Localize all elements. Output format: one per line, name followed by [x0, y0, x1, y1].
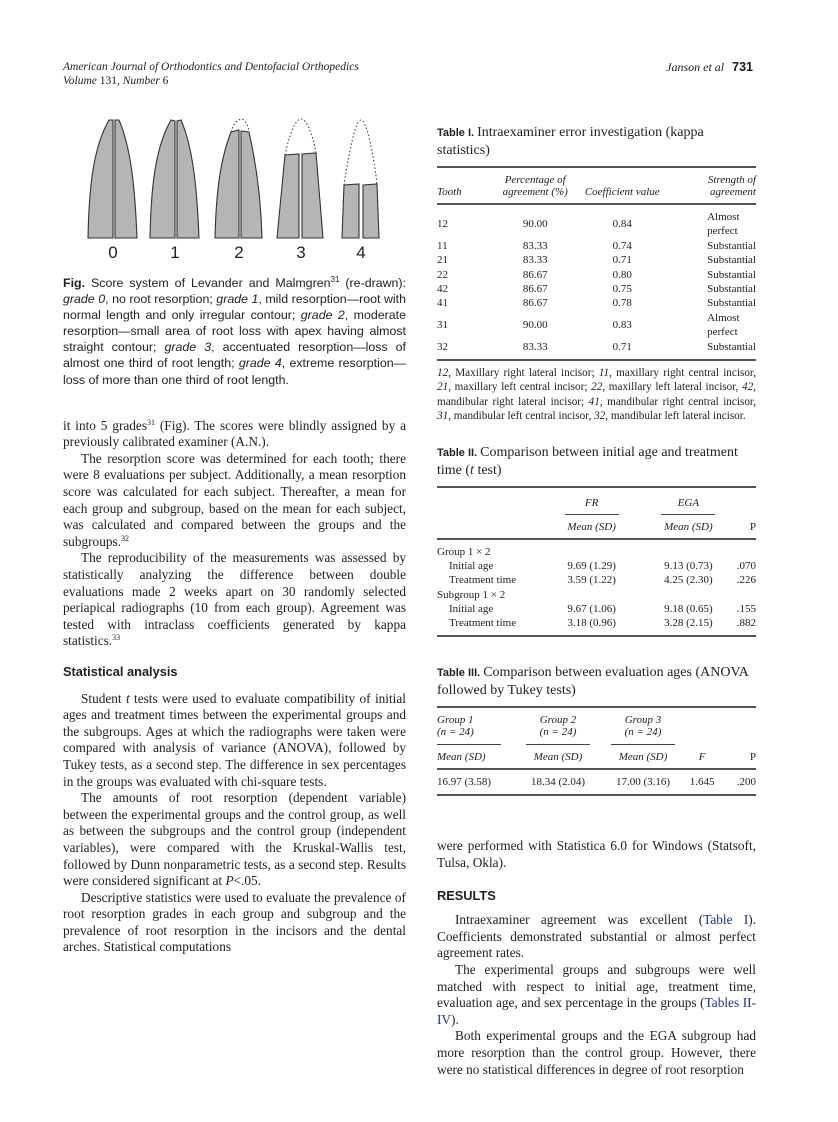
table-cell: 17.00 (3.16)	[615, 776, 671, 789]
table-row	[437, 253, 756, 267]
table-cell: Almost perfect	[707, 211, 740, 238]
table-header-row	[437, 167, 756, 204]
figure-resorption-grades	[63, 118, 406, 263]
table-cell: 9.13 (0.73)	[664, 559, 713, 572]
col-header: P	[749, 751, 756, 764]
paragraph: it into 5 grades$^{31}$ (Fig). The scores were blindly assigned by a previously calibrated examiner (A.N.).	[63, 417, 406, 450]
section-heading-statistical-analysis: Statistical analysis	[63, 663, 178, 679]
table-row	[437, 616, 756, 636]
table-cell: 0.83	[612, 319, 632, 332]
table-cell: Substantial	[707, 340, 756, 353]
tooth-code: 11	[598, 367, 610, 380]
col-group-header: Group 1 (n = 24)	[437, 714, 501, 745]
col-header: Strength of agreement	[707, 174, 756, 198]
journal-title: American Journal of Orthodontics and Dentofacial Orthopedics	[63, 61, 359, 73]
table-cell: 42	[437, 283, 448, 296]
table-cell: Substantial	[707, 254, 756, 267]
table-cell: 9.69 (1.29)	[567, 559, 616, 572]
table-row	[437, 769, 756, 795]
col-header: Mean (SD)	[437, 751, 486, 764]
table-cell: 86.67	[522, 283, 548, 296]
col-group-header: EGA	[661, 497, 715, 515]
table-cell: 32	[437, 340, 448, 353]
col-header: Percentage of agreement (%)	[502, 174, 568, 198]
col-group-header: FR	[565, 497, 619, 515]
table-cell: 9.67 (1.06)	[567, 602, 616, 615]
table-cell: Treatment time	[449, 617, 517, 630]
table-row	[437, 282, 756, 296]
table-cell: 0.71	[612, 254, 632, 267]
table-cell: 12	[437, 218, 448, 231]
col-header: Tooth	[437, 186, 462, 198]
table-cell: Treatment time	[449, 574, 517, 587]
paragraph: Intraexaminer agreement was excellent (Table I). Coefficients demonstrated substantial or almost perfect agreement rates.	[437, 912, 757, 961]
table-cell: 41	[437, 297, 448, 310]
table-2-title: Table II. Comparison between initial age and treatment time (t test)	[437, 444, 738, 478]
paragraph: Both experimental groups and the EGA subgroup had more resorption than the control group. However, there were no statistical differences in degree of root resorption	[437, 1028, 756, 1077]
table-cell: 3.28 (2.15)	[664, 617, 713, 630]
table-1-footnote: 12, Maxillary right lateral incisor; 11, maxillary right central incisor, 21, maxillary left central incisor; 22, maxillary left lateral incisor, 42, mandibular right lateral incisor; 41, mandibular right central incisor, 31, mandibular left central incisor, 32, mandibular left lateral incisor.	[437, 367, 757, 423]
table-cell: 11	[437, 239, 448, 252]
table-row	[437, 296, 756, 310]
table-cell: 0.71	[612, 340, 632, 353]
grade-label-3: 3	[296, 243, 306, 262]
grade-label-2: 2	[234, 243, 244, 262]
table-row	[437, 559, 756, 573]
col-header: Mean (SD)	[533, 751, 583, 764]
tooth-code: 21	[437, 381, 449, 394]
col-header: Mean (SD)	[567, 520, 616, 533]
left-column	[63, 118, 406, 956]
table-2	[437, 444, 756, 638]
table-row	[437, 311, 756, 340]
table-cell: 31	[437, 319, 448, 332]
table-row	[437, 573, 756, 587]
table-cell: .070	[736, 559, 756, 572]
table-cell: Substantial	[707, 297, 756, 310]
table-cell: Almost perfect	[707, 311, 740, 339]
table-cell: 21	[437, 254, 448, 267]
col-group-header: Group 3 (n = 24)	[611, 714, 675, 745]
tooth-code: 12	[437, 367, 449, 380]
grade-label-4: 4	[356, 243, 366, 262]
table-1-title: Table I. Intraexaminer error investigation (kappa statistics)	[437, 125, 704, 158]
running-authors: Janson et al	[666, 60, 725, 74]
table-row	[437, 239, 756, 253]
tooth-code: 32	[594, 410, 606, 423]
col-header: Coefficient value	[584, 186, 660, 198]
col-header: Mean (SD)	[618, 751, 668, 764]
paragraph: The reproducibility of the measurements was assessed by statistically analyzing the difference between double evaluations made 2 weeks apart on 30 randomly selected periapical radiographs (10 from each group). Agreement was tested with intraclass coefficients generated by kappa statistics.$^{33}$	[63, 550, 406, 649]
table-cell: 18.34 (2.04)	[530, 776, 586, 789]
table-section-row	[437, 588, 756, 602]
right-column	[437, 118, 756, 1078]
table-row	[437, 340, 756, 360]
table-cell: 1.645	[689, 776, 715, 789]
table-cell: Initial age	[449, 559, 494, 572]
table-row	[437, 602, 756, 616]
section-heading-results: RESULTS	[437, 887, 496, 903]
grade-label-0: 0	[108, 243, 118, 262]
table-cell: 0.78	[612, 297, 632, 310]
table-cell: Initial age	[449, 602, 494, 615]
section-label: Group 1 × 2	[437, 545, 491, 558]
table-row	[437, 204, 756, 239]
table-cell: Substantial	[707, 239, 756, 252]
grade-label-1: 1	[170, 243, 180, 262]
table-cell: 0.84	[612, 218, 632, 231]
table-cell: 3.59 (1.22)	[567, 574, 616, 587]
table-cell: 86.67	[522, 268, 548, 281]
table-1	[437, 124, 756, 424]
col-group-header: Group 2 (n = 24)	[526, 714, 590, 745]
paragraph: Descriptive statistics were used to evaluate the prevalence of root resorption grades in each group and subgroup and the prevalence of root resorption in the incisors and the dental arches. Statistical computations	[63, 889, 406, 955]
table-row	[437, 268, 756, 282]
table-cell: .226	[736, 574, 756, 587]
paragraph: were performed with Statistica 6.0 for Windows (Statsoft, Tulsa, Okla).	[437, 838, 756, 871]
table-cell: Substantial	[707, 283, 756, 296]
table-cell: .200	[736, 776, 756, 789]
page-number: 731	[732, 60, 753, 74]
tooth-code: 31	[437, 410, 449, 423]
journal-volume-line: Volume 131, Number 6	[63, 75, 169, 87]
table-cell: .155	[736, 602, 756, 615]
tooth-code: 42	[742, 381, 754, 394]
right-body-text	[437, 838, 756, 1078]
figure-caption: Fig. Score system of Levander and Malmgren$^{31}$ (re-drawn): grade 0, no root resorption; grade 1, mild resorption—root with normal length and only irregular contour; grade 2, moderate resorption—small area of root loss with apex having almost straight contour; grade 3, accentuated resorption—loss of almost one third of root length; grade 4, extreme resorption—loss of more than one third of root length.	[63, 275, 407, 387]
table-3-title: Table III. Comparison between evaluation ages (ANOVA followed by Tukey tests)	[437, 665, 749, 699]
paragraph: Student t tests were used to evaluate compatibility of initial ages and treatment times between the experimental groups and the subgroups. Ages at which the radiographs were taken were compared with analysis of variance (ANOVA), followed by Tukey tests, as a second step. The difference in sex percentages in the groups was evaluated with chi-square tests.	[63, 690, 406, 789]
left-body-text	[63, 418, 406, 956]
table-cell: 90.00	[522, 218, 548, 231]
table-1-grid	[437, 166, 756, 361]
table-cell: 90.00	[522, 319, 548, 332]
table-cell: 83.33	[522, 340, 548, 353]
tables-2-4-link[interactable]: Tables II-IV	[437, 995, 756, 1027]
col-header: P	[749, 520, 756, 533]
col-header: F	[698, 751, 706, 764]
table-cell: 0.74	[612, 239, 632, 252]
table-3	[437, 664, 756, 796]
author-page	[666, 60, 753, 74]
table-cell: 4.25 (2.30)	[664, 574, 713, 587]
table-cell: 0.80	[612, 268, 632, 281]
table-cell: 83.33	[522, 239, 548, 252]
paragraph: The amounts of root resorption (dependent variable) between the experimental groups and the control group, as well as between the subgroups and the control group (independent variables), were compared with the Kruskal-Wallis test, followed by Dunn nonparametric tests, as a second step. Results were considered significant at P<.05.	[63, 790, 406, 889]
journal-info	[63, 60, 753, 88]
tooth-resorption-diagram	[63, 118, 406, 263]
table-cell: 86.67	[522, 297, 548, 310]
table-cell: Substantial	[707, 268, 756, 281]
tooth-code: 41	[588, 395, 600, 408]
table-cell: 0.75	[612, 283, 632, 296]
table-cell: 22	[437, 268, 448, 281]
paragraph: The experimental groups and subgroups were well matched with respect to initial age, treatment time, evaluation age, and sex percentage in the groups (Tables II-IV).	[437, 962, 756, 1027]
table-cell: 16.97 (3.58)	[437, 776, 492, 789]
section-label: Subgroup 1 × 2	[437, 588, 506, 601]
running-head	[63, 60, 753, 88]
table-cell: 9.18 (0.65)	[664, 602, 713, 615]
tooth-code: 22	[591, 381, 603, 394]
table-cell: 83.33	[522, 254, 548, 267]
table-3-grid	[437, 706, 756, 796]
paragraph: The resorption score was determined for each tooth; there were 8 evaluations per subject. Additionally, a mean resorption score was calculated for each subject. Thereafter, a mean for each group and subgroup, based on the mean for each subject, was calculated and compared between the groups and the subgroups.$^{32}$	[63, 450, 406, 549]
table-cell: .882	[736, 617, 756, 630]
table-section-row	[437, 539, 756, 559]
table-1-link[interactable]: Table I	[703, 912, 749, 928]
col-header: Mean (SD)	[664, 520, 713, 533]
table-2-grid	[437, 486, 756, 638]
table-cell: 3.18 (0.96)	[567, 617, 616, 630]
